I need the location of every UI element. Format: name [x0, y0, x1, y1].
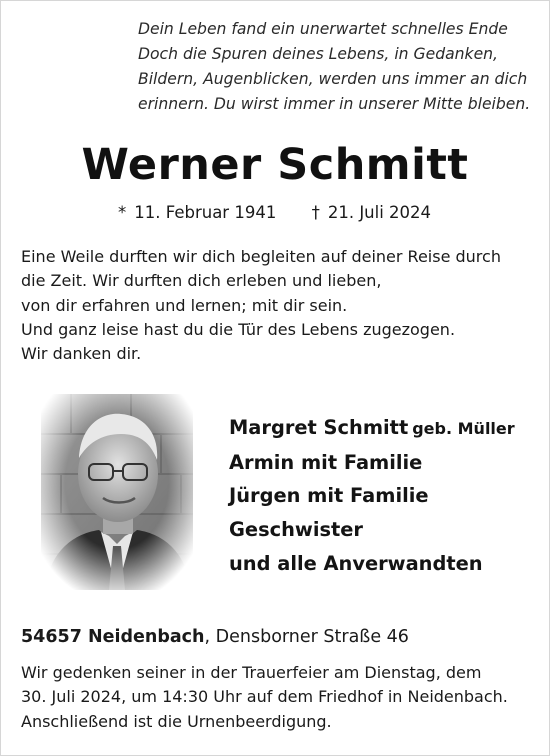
mourner-name: Margret Schmitt — [229, 416, 409, 439]
address-street: , Densborner Straße 46 — [204, 627, 409, 647]
birth-symbol: * — [118, 203, 127, 222]
message-line: Wir danken dir. — [21, 344, 142, 364]
ceremony-line: Wir gedenken seiner in der Trauerfeier am Dienstag, dem — [21, 663, 482, 682]
death-cross-symbol: † — [311, 203, 320, 222]
birth-date: 11. Februar 1941 — [134, 203, 277, 222]
birth-date-group — [118, 201, 276, 225]
ceremony-line: Anschließend ist die Urnenbeerdigung. — [21, 711, 332, 731]
memorial-poem — [138, 17, 538, 117]
farewell-message — [21, 245, 536, 366]
mourner-entry: und alle Anverwandten — [229, 551, 483, 575]
mourners-list — [229, 411, 515, 581]
ceremony-info — [21, 661, 541, 734]
maiden-name: geb. Müller — [412, 419, 515, 438]
message-line: die Zeit. Wir durften dich erleben und lieben, — [21, 271, 382, 291]
poem-line: erinnern. Du wirst immer in unserer Mitte bleiben. — [138, 95, 531, 113]
death-date: 21. Juli 2024 — [327, 203, 432, 222]
death-date-group — [312, 201, 431, 225]
message-line: Und ganz leise hast du die Tür des Lebens zugezogen. — [21, 319, 456, 339]
mourner-primary — [229, 411, 515, 446]
mourner-entry: Jürgen mit Familie — [229, 484, 429, 508]
poem-line: Doch die Spuren deines Lebens, in Gedanken, — [138, 45, 498, 63]
poem-line: Bildern, Augenblicken, werden uns immer an dich — [138, 70, 528, 88]
life-dates — [118, 201, 431, 225]
mourner-entry: Armin mit Familie — [229, 450, 423, 474]
portrait-photo — [41, 394, 193, 590]
message-line: von dir erfahren und lernen; mit dir sein. — [21, 295, 348, 315]
address-place: 54657 Neidenbach — [21, 627, 205, 647]
mourner-entry: Geschwister — [229, 518, 363, 542]
ceremony-line: 30. Juli 2024, um 14:30 Uhr auf dem Friedhof in Neidenbach. — [21, 687, 508, 707]
message-line: Eine Weile durften wir dich begleiten auf deiner Reise durch — [21, 247, 501, 266]
family-address — [21, 623, 409, 651]
deceased-name: Werner Schmitt — [81, 140, 469, 190]
poem-line: Dein Leben fand ein unerwartet schnelles Ende — [138, 20, 508, 38]
